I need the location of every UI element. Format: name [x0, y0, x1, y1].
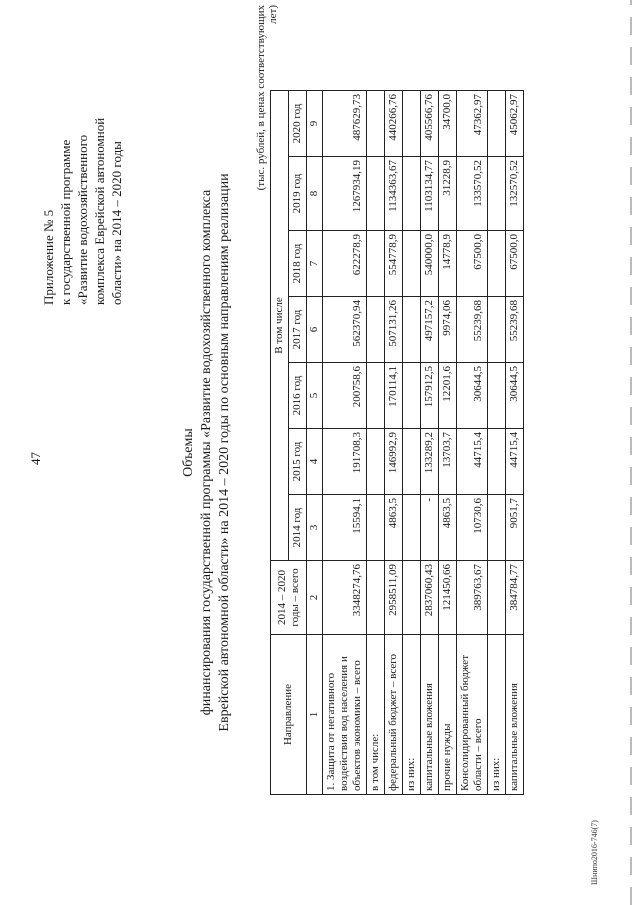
value-cell — [488, 429, 506, 495]
value-cell — [403, 429, 421, 495]
value-cell — [488, 561, 506, 635]
value-cell: 384784,77 — [506, 561, 524, 635]
value-cell — [367, 231, 385, 297]
value-cell: 47362,97 — [457, 91, 488, 157]
column-number: 1 — [307, 635, 323, 795]
row-label: капитальные вложения — [421, 635, 439, 795]
units-note: (тыс. рублей, в ценах соответствующих лет) — [255, 5, 279, 191]
value-cell: 55239,68 — [506, 297, 524, 363]
table-row — [488, 91, 506, 795]
header-year: 2016 год — [289, 363, 307, 429]
value-cell: 1103134,77 — [421, 157, 439, 231]
value-cell: 44715,4 — [457, 429, 488, 495]
value-cell: 3348274,76 — [323, 561, 367, 635]
scan-edge-artifact — [630, 0, 632, 905]
value-cell: 31228,9 — [439, 157, 457, 231]
row-label: федеральный бюджет – всего — [385, 635, 403, 795]
value-cell — [403, 561, 421, 635]
value-cell: 34700,0 — [439, 91, 457, 157]
value-cell — [488, 297, 506, 363]
column-number: 4 — [307, 429, 323, 495]
value-cell — [367, 561, 385, 635]
value-cell: 1134363,67 — [385, 157, 403, 231]
value-cell: 4863,5 — [439, 495, 457, 561]
column-number: 3 — [307, 495, 323, 561]
column-number: 9 — [307, 91, 323, 157]
value-cell: 67500,0 — [457, 231, 488, 297]
value-cell: 2958511,09 — [385, 561, 403, 635]
value-cell — [367, 91, 385, 157]
value-cell: 1267934,19 — [323, 157, 367, 231]
title-line-1: Объемы — [181, 428, 196, 477]
value-cell — [403, 495, 421, 561]
value-cell: 9974,06 — [439, 297, 457, 363]
value-cell: 191708,3 — [323, 429, 367, 495]
column-number: 2 — [307, 561, 323, 635]
value-cell: 133289,2 — [421, 429, 439, 495]
value-cell: 497157,2 — [421, 297, 439, 363]
value-cell — [403, 297, 421, 363]
document-title — [180, 0, 234, 905]
value-cell: 14778,9 — [439, 231, 457, 297]
table-body — [323, 91, 524, 795]
table-row — [323, 91, 367, 795]
value-cell: 200758,6 — [323, 363, 367, 429]
table-row — [367, 91, 385, 795]
value-cell: 389763,67 — [457, 561, 488, 635]
value-cell: 9051,7 — [506, 495, 524, 561]
column-number: 6 — [307, 297, 323, 363]
value-cell — [488, 91, 506, 157]
row-label: из них: — [488, 635, 506, 795]
header-year: 2018 год — [289, 231, 307, 297]
header-year: 2019 год — [289, 157, 307, 231]
table-row — [385, 91, 403, 795]
appendix-line-4: комплекса Еврейской автономной — [92, 117, 107, 305]
value-cell: 12201,6 — [439, 363, 457, 429]
value-cell: 30644,5 — [457, 363, 488, 429]
header-year: 2020 год — [289, 91, 307, 157]
value-cell — [488, 231, 506, 297]
value-cell: 30644,5 — [506, 363, 524, 429]
value-cell — [488, 495, 506, 561]
value-cell: 2837060,43 — [421, 561, 439, 635]
value-cell — [403, 231, 421, 297]
appendix-line-5: области» на 2014 – 2020 годы — [109, 141, 124, 305]
value-cell: 121450,66 — [439, 561, 457, 635]
value-cell: 405566,76 — [421, 91, 439, 157]
value-cell — [367, 429, 385, 495]
column-number: 7 — [307, 231, 323, 297]
table-row — [421, 91, 439, 795]
value-cell: 487629,73 — [323, 91, 367, 157]
value-cell: 133570,52 — [457, 157, 488, 231]
header-year: 2017 год — [289, 297, 307, 363]
document-stamp: Шнипо2016-746(7) — [590, 820, 599, 885]
value-cell — [403, 363, 421, 429]
value-cell: 157912,5 — [421, 363, 439, 429]
row-label: капитальные вложения — [506, 635, 524, 795]
value-cell: 13703,7 — [439, 429, 457, 495]
value-cell — [367, 363, 385, 429]
value-cell: 554778,9 — [385, 231, 403, 297]
value-cell: 15594,1 — [323, 495, 367, 561]
row-label: прочие нужды — [439, 635, 457, 795]
value-cell — [403, 91, 421, 157]
value-cell — [488, 157, 506, 231]
value-cell: 540000,0 — [421, 231, 439, 297]
value-cell — [367, 495, 385, 561]
header-including: В том числе — [271, 91, 289, 561]
value-cell: 67500,0 — [506, 231, 524, 297]
table-row — [439, 91, 457, 795]
page-number: 47 — [28, 452, 43, 465]
header-direction: Направление — [271, 635, 307, 795]
value-cell: 170114,1 — [385, 363, 403, 429]
row-label: из них: — [403, 635, 421, 795]
column-number: 5 — [307, 363, 323, 429]
value-cell: - — [421, 495, 439, 561]
financing-table — [270, 90, 524, 795]
value-cell: 146992,9 — [385, 429, 403, 495]
value-cell — [367, 157, 385, 231]
value-cell: 507131,26 — [385, 297, 403, 363]
title-line-3: Еврейской автономной области» на 2014 – 2020 годы по основным направлениям реализации — [217, 173, 232, 732]
header-year: 2014 год — [289, 495, 307, 561]
row-label: в том числе: — [367, 635, 385, 795]
value-cell: 45062,97 — [506, 91, 524, 157]
row-label: 1. Защита от негативного воздействия вод населения и объектов экономики – всего — [323, 635, 367, 795]
value-cell: 132570,52 — [506, 157, 524, 231]
column-number: 8 — [307, 157, 323, 231]
value-cell: 55239,68 — [457, 297, 488, 363]
appendix-line-2: к государственной программе — [58, 139, 73, 305]
value-cell — [488, 363, 506, 429]
table-row — [506, 91, 524, 795]
value-cell: 44715,4 — [506, 429, 524, 495]
title-line-2: финансирования государственной программы «Развитие водохозяйственного комплекса — [199, 189, 214, 716]
value-cell — [403, 157, 421, 231]
value-cell: 622278,9 — [323, 231, 367, 297]
table-row — [457, 91, 488, 795]
row-label: Консолидированный бюджет области – всего — [457, 635, 488, 795]
appendix-block — [40, 25, 125, 305]
value-cell: 10730,6 — [457, 495, 488, 561]
value-cell: 4863,5 — [385, 495, 403, 561]
appendix-line-3: «Развитие водохозяйственного — [75, 134, 90, 305]
value-cell: 562370,94 — [323, 297, 367, 363]
value-cell — [367, 297, 385, 363]
header-total: 2014 – 2020 годы – всего — [271, 561, 307, 635]
header-year: 2015 год — [289, 429, 307, 495]
header-column-numbers — [307, 91, 323, 795]
table-row — [403, 91, 421, 795]
value-cell: 440266,76 — [385, 91, 403, 157]
appendix-line-1: Приложение № 5 — [41, 209, 56, 305]
